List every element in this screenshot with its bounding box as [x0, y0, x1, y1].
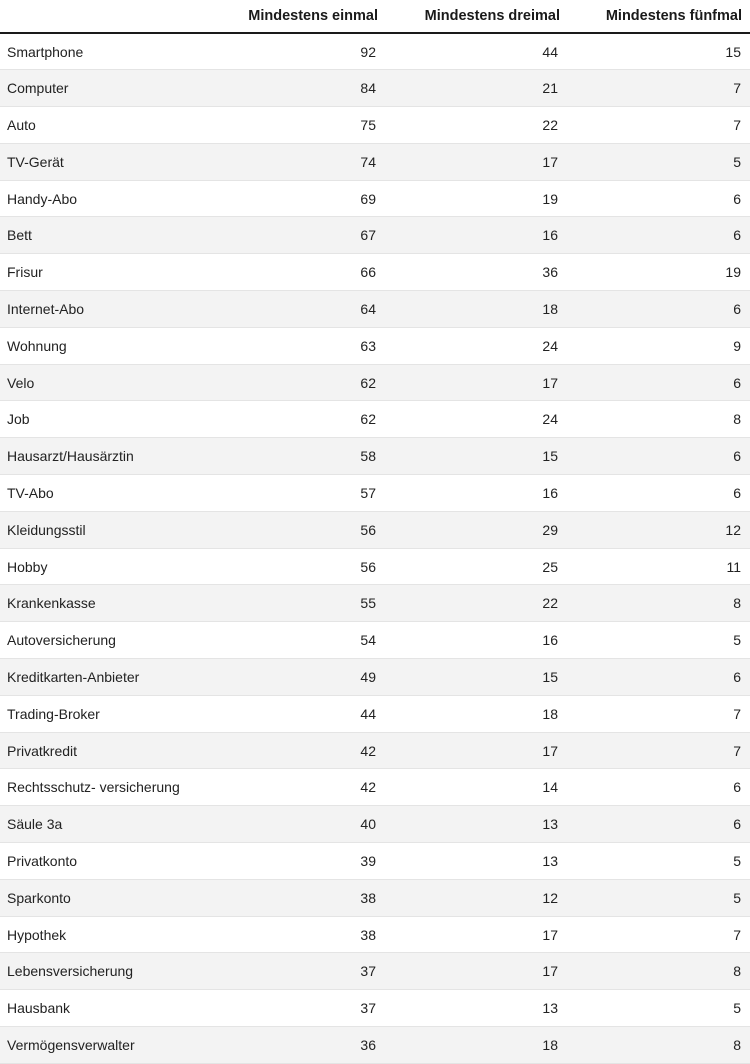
value-dreimal: 22 [386, 107, 568, 144]
value-fuenfmal: 5 [568, 143, 750, 180]
table-row [0, 33, 750, 70]
table-row [0, 659, 750, 696]
value-dreimal: 14 [386, 769, 568, 806]
row-label: Autoversicherung [0, 622, 214, 659]
value-einmal: 75 [214, 107, 386, 144]
value-dreimal: 25 [386, 548, 568, 585]
row-label: Internet-Abo [0, 291, 214, 328]
table-row [0, 695, 750, 732]
value-dreimal: 16 [386, 475, 568, 512]
value-fuenfmal: 8 [568, 585, 750, 622]
value-fuenfmal: 6 [568, 769, 750, 806]
value-einmal: 67 [214, 217, 386, 254]
value-fuenfmal: 11 [568, 548, 750, 585]
row-label: Hausbank [0, 990, 214, 1027]
value-einmal: 74 [214, 143, 386, 180]
row-label: Trading-Broker [0, 695, 214, 732]
value-fuenfmal: 5 [568, 843, 750, 880]
value-einmal: 37 [214, 953, 386, 990]
value-dreimal: 17 [386, 364, 568, 401]
value-fuenfmal: 8 [568, 1027, 750, 1064]
value-einmal: 38 [214, 879, 386, 916]
value-fuenfmal: 9 [568, 327, 750, 364]
value-fuenfmal: 5 [568, 990, 750, 1027]
value-dreimal: 15 [386, 659, 568, 696]
value-einmal: 63 [214, 327, 386, 364]
column-header-dreimal: Mindestens dreimal [386, 0, 568, 33]
value-dreimal: 44 [386, 33, 568, 70]
value-einmal: 54 [214, 622, 386, 659]
value-einmal: 69 [214, 180, 386, 217]
value-fuenfmal: 7 [568, 70, 750, 107]
table-row [0, 548, 750, 585]
value-dreimal: 24 [386, 327, 568, 364]
table-row [0, 953, 750, 990]
row-label: Hobby [0, 548, 214, 585]
value-dreimal: 13 [386, 806, 568, 843]
row-label: Velo [0, 364, 214, 401]
table-row [0, 254, 750, 291]
table-row [0, 291, 750, 328]
value-einmal: 37 [214, 990, 386, 1027]
value-einmal: 44 [214, 695, 386, 732]
row-label: Privatkonto [0, 843, 214, 880]
value-dreimal: 13 [386, 843, 568, 880]
row-label: TV-Gerät [0, 143, 214, 180]
value-dreimal: 13 [386, 990, 568, 1027]
value-fuenfmal: 7 [568, 916, 750, 953]
value-fuenfmal: 6 [568, 180, 750, 217]
value-dreimal: 24 [386, 401, 568, 438]
row-label: Wohnung [0, 327, 214, 364]
row-label: Lebensversicherung [0, 953, 214, 990]
value-einmal: 40 [214, 806, 386, 843]
value-einmal: 57 [214, 475, 386, 512]
value-fuenfmal: 8 [568, 953, 750, 990]
value-fuenfmal: 5 [568, 622, 750, 659]
table-row [0, 107, 750, 144]
row-label: Hypothek [0, 916, 214, 953]
value-einmal: 42 [214, 732, 386, 769]
column-header-einmal: Mindestens einmal [214, 0, 386, 33]
value-einmal: 58 [214, 438, 386, 475]
table-row [0, 843, 750, 880]
value-einmal: 62 [214, 401, 386, 438]
value-fuenfmal: 19 [568, 254, 750, 291]
value-einmal: 39 [214, 843, 386, 880]
table-row [0, 70, 750, 107]
value-fuenfmal: 6 [568, 475, 750, 512]
row-label: Privatkredit [0, 732, 214, 769]
value-einmal: 36 [214, 1027, 386, 1064]
table-header [0, 0, 750, 33]
value-einmal: 55 [214, 585, 386, 622]
table-row [0, 732, 750, 769]
value-dreimal: 18 [386, 1027, 568, 1064]
table-row [0, 990, 750, 1027]
row-label: Krankenkasse [0, 585, 214, 622]
value-dreimal: 15 [386, 438, 568, 475]
column-header-fuenfmal: Mindestens fünfmal [568, 0, 750, 33]
table-row [0, 1027, 750, 1064]
column-header-label [0, 0, 214, 33]
table-row [0, 475, 750, 512]
row-label: Computer [0, 70, 214, 107]
value-dreimal: 17 [386, 732, 568, 769]
table-body [0, 33, 750, 1063]
value-dreimal: 17 [386, 143, 568, 180]
table-row [0, 769, 750, 806]
value-dreimal: 36 [386, 254, 568, 291]
value-dreimal: 18 [386, 695, 568, 732]
table-row [0, 916, 750, 953]
table-row [0, 585, 750, 622]
value-fuenfmal: 6 [568, 217, 750, 254]
row-label: Auto [0, 107, 214, 144]
value-fuenfmal: 6 [568, 291, 750, 328]
table-row [0, 511, 750, 548]
row-label: Rechtsschutz- versicherung [0, 769, 214, 806]
value-fuenfmal: 6 [568, 438, 750, 475]
table-row [0, 364, 750, 401]
value-einmal: 64 [214, 291, 386, 328]
value-dreimal: 17 [386, 953, 568, 990]
row-label: Sparkonto [0, 879, 214, 916]
value-fuenfmal: 6 [568, 806, 750, 843]
row-label: Job [0, 401, 214, 438]
value-fuenfmal: 6 [568, 659, 750, 696]
row-label: Kreditkarten-Anbieter [0, 659, 214, 696]
row-label: Handy-Abo [0, 180, 214, 217]
table-row [0, 217, 750, 254]
value-dreimal: 18 [386, 291, 568, 328]
value-fuenfmal: 5 [568, 879, 750, 916]
row-label: Smartphone [0, 33, 214, 70]
value-einmal: 42 [214, 769, 386, 806]
value-fuenfmal: 6 [568, 364, 750, 401]
value-fuenfmal: 7 [568, 732, 750, 769]
value-einmal: 38 [214, 916, 386, 953]
row-label: Kleidungsstil [0, 511, 214, 548]
table-row [0, 401, 750, 438]
row-label: TV-Abo [0, 475, 214, 512]
value-einmal: 56 [214, 511, 386, 548]
row-label: Säule 3a [0, 806, 214, 843]
value-fuenfmal: 15 [568, 33, 750, 70]
table-row [0, 879, 750, 916]
value-dreimal: 12 [386, 879, 568, 916]
value-einmal: 56 [214, 548, 386, 585]
row-label: Bett [0, 217, 214, 254]
value-dreimal: 19 [386, 180, 568, 217]
table-row [0, 438, 750, 475]
table-row [0, 143, 750, 180]
value-dreimal: 21 [386, 70, 568, 107]
value-fuenfmal: 7 [568, 695, 750, 732]
value-dreimal: 29 [386, 511, 568, 548]
row-label: Hausarzt/Hausärztin [0, 438, 214, 475]
row-label: Frisur [0, 254, 214, 291]
row-label: Vermögensverwalter [0, 1027, 214, 1064]
table-row [0, 622, 750, 659]
value-einmal: 84 [214, 70, 386, 107]
value-einmal: 66 [214, 254, 386, 291]
value-einmal: 49 [214, 659, 386, 696]
value-dreimal: 16 [386, 217, 568, 254]
value-einmal: 62 [214, 364, 386, 401]
table-row [0, 806, 750, 843]
value-dreimal: 16 [386, 622, 568, 659]
table-row [0, 180, 750, 217]
value-dreimal: 22 [386, 585, 568, 622]
value-fuenfmal: 12 [568, 511, 750, 548]
header-row [0, 0, 750, 33]
value-dreimal: 17 [386, 916, 568, 953]
table-row [0, 327, 750, 364]
value-fuenfmal: 7 [568, 107, 750, 144]
value-einmal: 92 [214, 33, 386, 70]
value-fuenfmal: 8 [568, 401, 750, 438]
